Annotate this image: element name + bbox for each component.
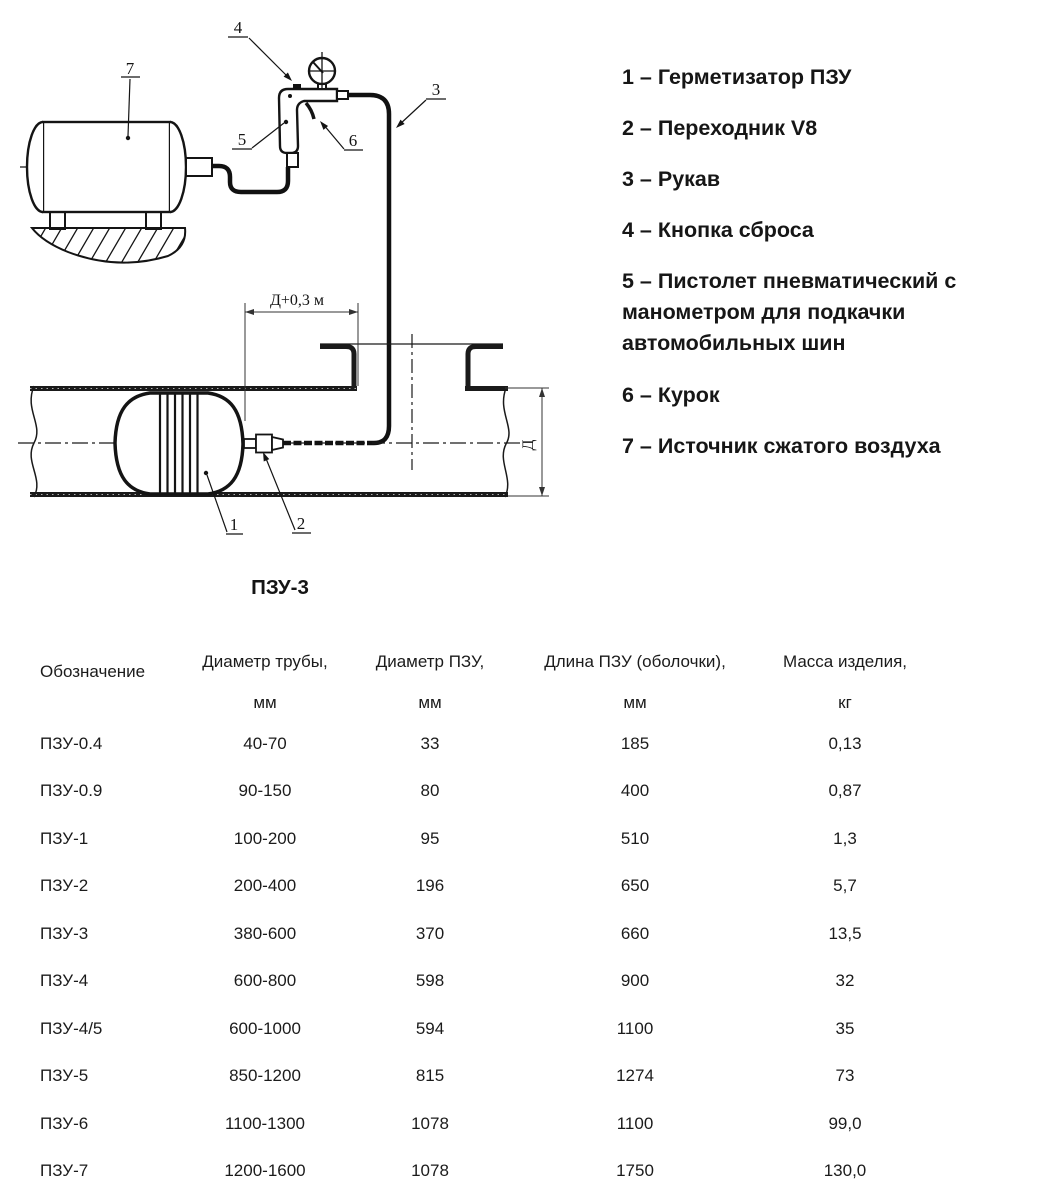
table-cell: ПЗУ-7	[40, 1161, 89, 1181]
table-cell: ПЗУ-0.9	[40, 781, 103, 801]
legend-item-7: 7 – Источник сжатого воздуха	[622, 434, 941, 458]
drawing-caption: ПЗУ-3	[251, 576, 309, 599]
table-header-col-5	[750, 652, 940, 713]
header-title: Обозначение	[40, 662, 146, 681]
table-cell: 1200-1600	[224, 1161, 306, 1181]
legend	[622, 62, 1042, 482]
table-cell: 32	[835, 971, 855, 991]
table-cell: 650	[620, 876, 650, 896]
callout-2: 2	[296, 514, 306, 533]
table-body	[40, 720, 940, 1195]
table-cell: 1,3	[833, 828, 857, 848]
table-cell: 1078	[411, 1161, 449, 1181]
table-cell: ПЗУ-3	[40, 923, 89, 943]
table-cell: ПЗУ-2	[40, 876, 89, 896]
table-cell: 598	[415, 971, 445, 991]
table-cell: 0,87	[828, 781, 862, 801]
dimension-horizontal	[245, 303, 358, 421]
table-cell: 100-200	[233, 828, 297, 848]
table-header-col-3	[340, 652, 520, 713]
adapter-v8	[244, 435, 283, 453]
table-cell: 370	[415, 923, 445, 943]
gun-neck	[287, 153, 298, 167]
header-unit: кг	[838, 693, 852, 712]
table-cell: ПЗУ-4/5	[40, 1018, 103, 1038]
table-row-ПЗУ-2	[40, 863, 940, 911]
table-cell: 660	[620, 923, 650, 943]
spec-table	[40, 645, 940, 1195]
table-cell: 40-70	[243, 733, 287, 753]
table-cell: 900	[620, 971, 650, 991]
legend-item-6: 6 – Курок	[622, 383, 720, 407]
gun-nozzle	[337, 91, 348, 99]
legend-item-2: 2 – Переходник V8	[622, 116, 818, 140]
table-cell: 510	[620, 828, 650, 848]
table-cell: 594	[415, 1018, 445, 1038]
table-row-ПЗУ-0.9	[40, 768, 940, 816]
tank-outlet	[186, 158, 212, 176]
legend-item-3: 3 – Рукав	[622, 167, 721, 191]
table-row-ПЗУ-7	[40, 1148, 940, 1196]
header-title: Масса изделия,	[782, 652, 908, 671]
table-cell: 380-600	[233, 923, 297, 943]
release-button	[293, 84, 301, 89]
table-cell: 185	[620, 733, 650, 753]
table-row-ПЗУ-1	[40, 815, 940, 863]
callout-6: 6	[348, 131, 358, 150]
table-row-ПЗУ-5	[40, 1053, 940, 1101]
table-row-ПЗУ-4/5	[40, 1005, 940, 1053]
table-row-ПЗУ-4	[40, 958, 940, 1006]
pipe-section	[18, 334, 522, 497]
sealer-bladder	[115, 393, 243, 494]
legend-item-1: 1 – Герметизатор ПЗУ	[622, 65, 852, 89]
manometer-gauge	[308, 52, 336, 89]
table-header-col-4	[520, 652, 750, 713]
table-cell: 99,0	[828, 1113, 862, 1133]
callout-1: 1	[229, 515, 239, 534]
table-cell: 600-800	[233, 971, 297, 991]
table-row-ПЗУ-6	[40, 1100, 940, 1148]
table-cell: 95	[420, 828, 440, 848]
table-cell: 1750	[616, 1161, 654, 1181]
ground-hatch	[20, 224, 192, 272]
table-cell: 1274	[616, 1066, 654, 1086]
callout-5: 5	[237, 130, 247, 149]
table-header-col-1	[40, 662, 190, 703]
table-cell: 13,5	[828, 923, 862, 943]
technical-drawing	[0, 0, 580, 620]
table-cell: 35	[835, 1018, 855, 1038]
legend-item-4: 4 – Кнопка сброса	[622, 218, 814, 242]
table-cell: 33	[420, 733, 440, 753]
pneumatic-gun	[279, 52, 348, 167]
callout-7: 7	[125, 59, 135, 78]
table-cell: 90-150	[238, 781, 292, 801]
table-cell: 1100	[616, 1018, 654, 1038]
table-row-ПЗУ-0.4	[40, 720, 940, 768]
header-title: Длина ПЗУ (оболочки),	[544, 652, 726, 671]
table-cell: 80	[420, 781, 440, 801]
table-cell: 73	[835, 1066, 855, 1086]
callout-3: 3	[431, 80, 441, 99]
header-unit: мм	[253, 693, 277, 712]
table-header-col-2	[190, 652, 340, 713]
table-cell: ПЗУ-5	[40, 1066, 89, 1086]
air-source-tank	[20, 122, 214, 229]
hose-tank-to-gun	[212, 166, 288, 192]
table-cell: ПЗУ-0.4	[40, 733, 103, 753]
table-cell: 1078	[411, 1113, 449, 1133]
table-cell: ПЗУ-1	[40, 828, 89, 848]
legend-item-5: 5 – Пистолет пневматический с манометром для подкачки автомобильных шин	[622, 269, 957, 355]
table-cell: ПЗУ-4	[40, 971, 89, 991]
tank-leg	[146, 212, 161, 229]
table-cell: 850-1200	[229, 1066, 301, 1086]
table-cell: 600-1000	[229, 1018, 301, 1038]
callout-4: 4	[233, 18, 243, 37]
table-cell: 400	[620, 781, 650, 801]
table-cell: 200-400	[233, 876, 297, 896]
table-header-row	[40, 645, 940, 720]
pipe-break-left	[31, 386, 37, 497]
table-cell: 5,7	[833, 876, 857, 896]
table-cell: 196	[415, 876, 445, 896]
table-cell: 1100-1300	[224, 1113, 306, 1133]
table-cell: 130,0	[823, 1161, 867, 1181]
table-cell: 0,13	[828, 733, 862, 753]
tank-leg	[50, 212, 65, 229]
table-cell: ПЗУ-6	[40, 1113, 89, 1133]
trigger	[306, 103, 314, 119]
table-row-ПЗУ-3	[40, 910, 940, 958]
header-unit: мм	[418, 693, 442, 712]
dimension-horizontal-label: Д+0,3 м	[269, 292, 325, 309]
header-title: Диаметр трубы,	[202, 652, 328, 671]
header-title: Диаметр ПЗУ,	[375, 652, 485, 671]
table-cell: 1100	[616, 1113, 654, 1133]
table-cell: 815	[415, 1066, 445, 1086]
header-unit: мм	[623, 693, 647, 712]
dimension-vertical-label: Д	[520, 439, 537, 451]
